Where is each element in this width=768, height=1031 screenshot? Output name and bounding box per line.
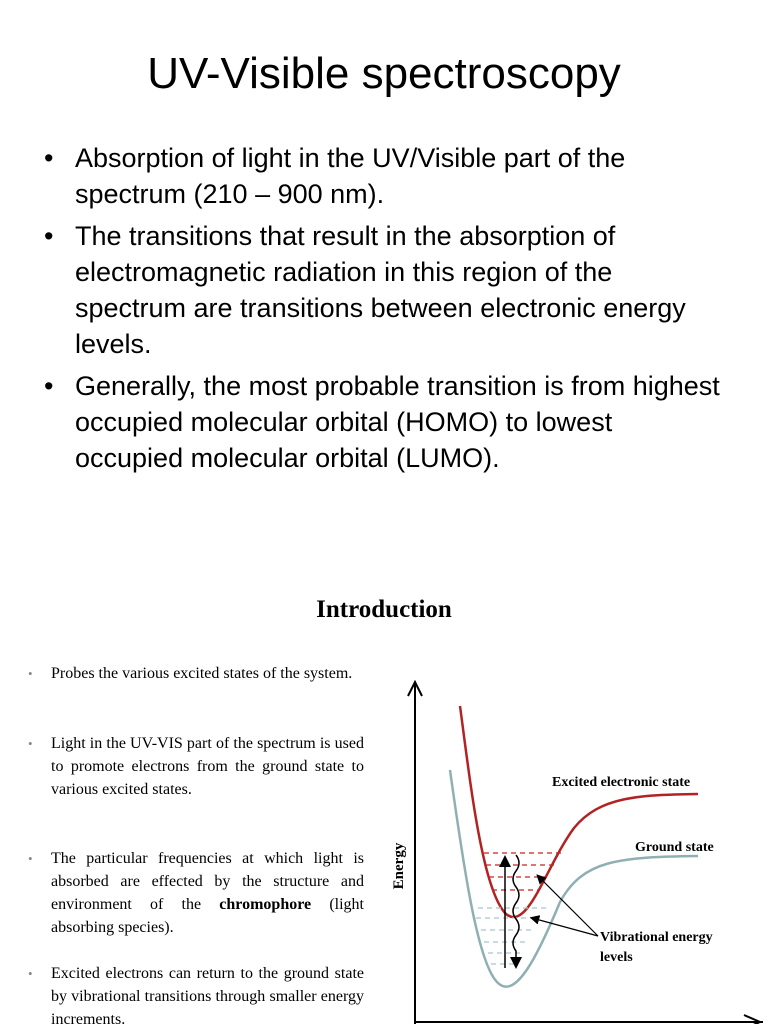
bullet-item	[44, 140, 724, 212]
bullet-text: Excited electrons can return to the ground state by vibrational transitions through smaller energy increments.	[51, 965, 364, 1028]
bullet-dot-icon: •	[28, 736, 33, 751]
section-title: Introduction	[316, 596, 452, 623]
vibrational-label-line1: Vibrational energy	[600, 930, 713, 945]
bullet-text-part: The particular frequencies at which light is absorbed are effected by the structure and environment of the	[51, 850, 364, 913]
bullet-dot-icon: •	[44, 371, 54, 401]
intro-bullet-item	[28, 662, 364, 685]
excited-vibrational-levels	[484, 853, 562, 890]
vibrational-pointer-line	[538, 876, 598, 936]
bullet-dot-icon: •	[44, 143, 54, 173]
bullet-dot-icon: •	[28, 851, 33, 866]
bullet-dot-icon: •	[44, 221, 54, 251]
vibrational-label-line2: levels	[600, 950, 633, 965]
excited-state-curve	[460, 706, 698, 917]
bullet-text-part: (light absorbing species).	[51, 896, 364, 936]
bullet-item	[44, 218, 724, 362]
bullet-text: Absorption of light in the UV/Visible part of the spectrum (210 – 900 nm).	[75, 143, 626, 209]
bullet-text: Probes the various excited states of the system.	[51, 665, 353, 682]
bullet-text: Generally, the most probable transition is from highest occupied molecular orbital (HOMO) to lowest occupied molecular orbital (LUMO).	[75, 371, 720, 473]
y-axis-label: Energy	[391, 842, 407, 890]
bullet-item	[44, 368, 724, 476]
vibrational-pointer-line	[532, 918, 598, 936]
ground-state-curve	[450, 770, 698, 987]
relaxation-wavy-arrow-icon	[513, 855, 519, 966]
bullet-dot-icon: •	[28, 666, 33, 681]
bullet-dot-icon: •	[28, 966, 33, 981]
intro-bullet-item	[28, 962, 364, 1031]
intro-bullet-item	[28, 847, 364, 939]
ground-state-label: Ground state	[635, 840, 714, 855]
bullet-text: Light in the UV-VIS part of the spectrum is used to promote electrons from the ground state to various excited states.	[51, 735, 364, 798]
slide-title: UV-Visible spectroscopy	[147, 49, 621, 98]
excited-state-label: Excited electronic state	[552, 775, 691, 790]
chromophore-term: chromophore	[219, 896, 312, 913]
bullet-text	[51, 847, 364, 939]
energy-level-diagram	[378, 670, 768, 1024]
bullet-text: The transitions that result in the absorption of electromagnetic radiation in this region of the spectrum are transitions between electronic energy levels.	[75, 221, 686, 359]
intro-bullet-item	[28, 732, 364, 801]
